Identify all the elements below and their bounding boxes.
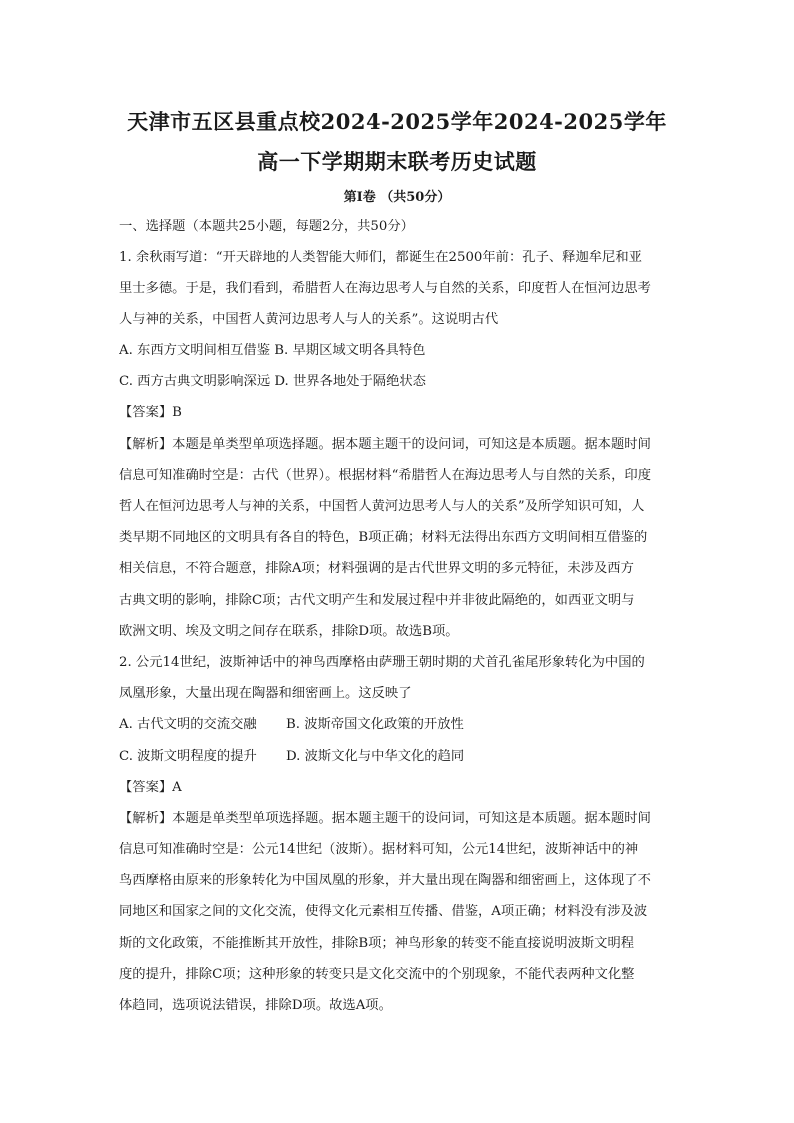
q1-options-row: C. 西方古典文明影响深远 D. 世界各地处于隔绝状态 — [119, 374, 426, 389]
q1-options-row: A. 东西方文明间相互借鉴 B. 早期区域文明各具特色 — [119, 343, 426, 358]
q2-option-d: D. 波斯文化与中华文化的趋同 — [286, 749, 465, 764]
volume-label: 第Ⅰ卷 （共50分） — [343, 190, 451, 205]
exam-title-line1: 天津市五区县重点校2024-2025学年2024-2025学年 — [127, 109, 667, 134]
q2-analysis-line: 鸟西摩格由原来的形象转化为中国凤凰的形象，并大量出现在陶器和细密画上，这体现了不 — [119, 873, 651, 888]
q1-analysis-line: 相关信息，不符合题意，排除A项；材料强调的是古代世界文明的多元特征，未涉及西方 — [119, 561, 634, 576]
q2-option-b: B. 波斯帝国文化政策的开放性 — [286, 717, 464, 732]
q2-analysis-line: 信息可知准确时空是：公元14世纪（波斯）。据材料可知，公元14世纪，波斯神话中的神 — [119, 842, 639, 857]
q1-analysis-line: 欧洲文明、埃及文明之间存在联系，排除D项。故选B项。 — [119, 624, 459, 639]
q2-analysis-line: 【解析】本题是单类型单项选择题。据本题主题干的设问词，可知这是本质题。据本题时间 — [119, 811, 651, 826]
q1-analysis-line: 【解析】本题是单类型单项选择题。据本题主题干的设问词，可知这是本质题。据本题时间 — [119, 437, 651, 452]
exam-title-line2: 高一下学期期末联考历史试题 — [257, 149, 537, 174]
q2-analysis-line: 同地区和国家之间的文化交流，使得文化元素相互传播、借鉴，A项正确；材料没有涉及波 — [119, 904, 648, 919]
q2-analysis-line: 体趋同，选项说法错误，排除D项。故选A项。 — [119, 998, 392, 1013]
q1-analysis-line: 类早期不同地区的文明具有各自的特色，B项正确；材料无法得出东西方文明间相互借鉴的 — [119, 530, 648, 545]
section-heading: 一、选择题（本题共25小题，每题2分，共50分） — [119, 219, 414, 234]
q2-analysis-line: 度的提升，排除C项；这种形象的转变只是文化交流中的个别现象，不能代表两种文化整 — [119, 967, 635, 982]
q1-stem-line: 人与神的关系，中国哲人黄河边思考人与人的关系”。这说明古代 — [119, 312, 499, 327]
q2-analysis-line: 斯的文化政策，不能推断其开放性，排除B项；神鸟形象的转变不能直接说明波斯文明程 — [119, 936, 635, 951]
q1-stem-line: 1. 余秋雨写道：“开天辟地的人类智能大师们，都诞生在2500年前：孔子、释迦牟尼和亚 — [119, 250, 642, 265]
q2-stem-line: 凤凰形象，大量出现在陶器和细密画上。这反映了 — [119, 686, 412, 701]
q2-stem-line: 2. 公元14世纪，波斯神话中的神鸟西摩格由萨珊王朝时期的犬首孔雀尾形象转化为中国的 — [119, 655, 645, 670]
q2-option-c: C. 波斯文明程度的提升 — [119, 749, 257, 764]
q1-analysis-line: 古典文明的影响，排除C项；古代文明产生和发展过程中并非彼此隔绝的，如西亚文明与 — [119, 593, 635, 608]
q1-answer: 【答案】B — [119, 405, 182, 420]
q1-analysis-line: 哲人在恒河边思考人与神的关系，中国哲人黄河边思考人与人的关系”及所学知识可知，人 — [119, 499, 645, 514]
q1-analysis-line: 信息可知准确时空是：古代（世界）。根据材料“希腊哲人在海边思考人与自然的关系，印度 — [119, 468, 652, 483]
q2-option-a: A. 古代文明的交流交融 — [119, 717, 257, 732]
q2-answer: 【答案】A — [119, 780, 182, 795]
q1-stem-line: 里士多德。于是，我们看到，希腊哲人在海边思考人与自然的关系，印度哲人在恒河边思考 — [119, 281, 651, 296]
